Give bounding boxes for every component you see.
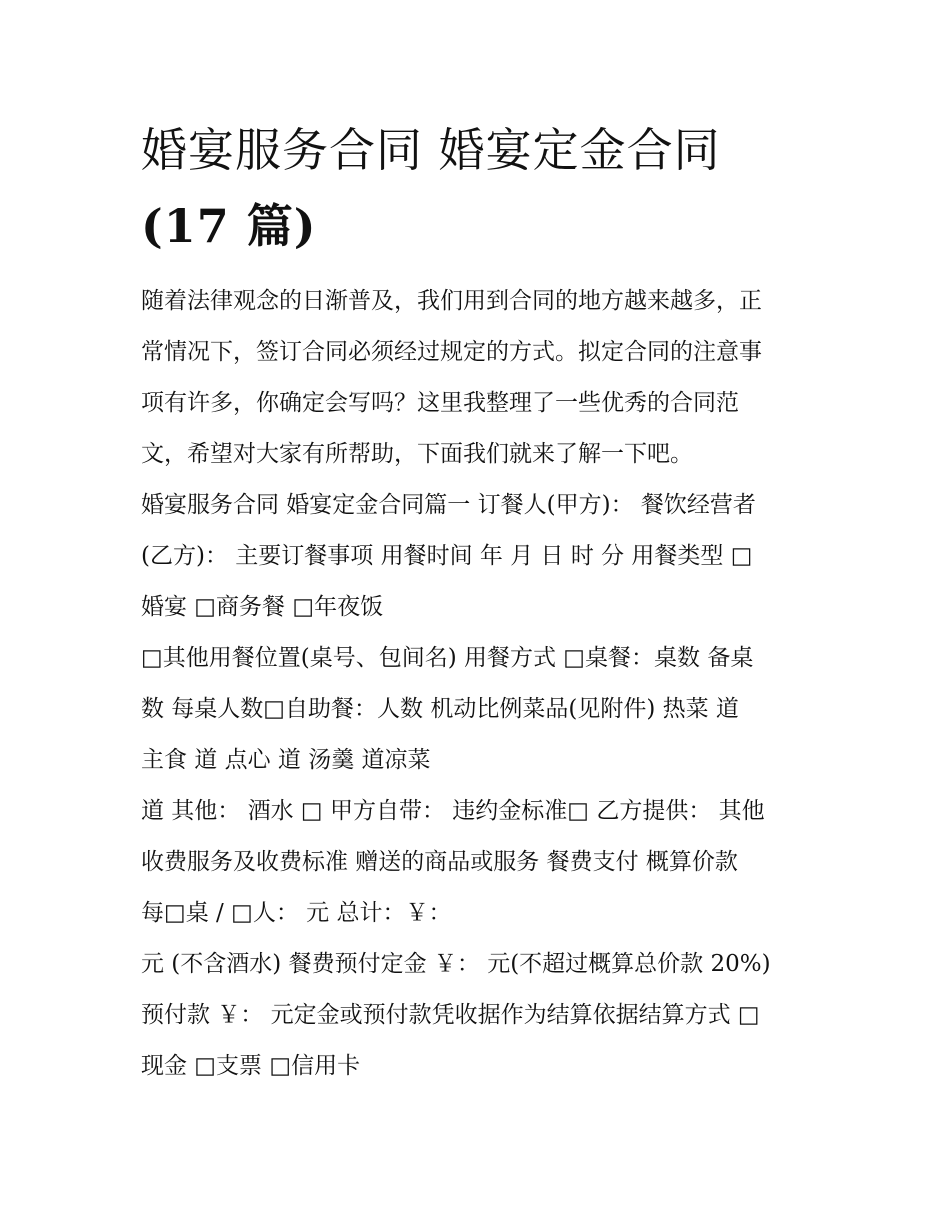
body-line: 道 其他： 酒水 □ 甲方自带： 违约金标准□ 乙方提供： 其他 <box>141 798 765 824</box>
body-line: 文，希望对大家有所帮助，下面我们就来了解一下吧。 <box>141 441 693 467</box>
document-body <box>141 276 821 1092</box>
body-line: 主食 道 点心 道 汤羹 道凉菜 <box>141 747 431 773</box>
body-line: 常情况下，签订合同必须经过规定的方式。拟定合同的注意事 <box>141 339 762 365</box>
body-line: □其他用餐位置(桌号、包间名) 用餐方式 □桌餐：桌数 备桌 <box>141 645 754 671</box>
body-line: 现金 □支票 □信用卡 <box>141 1053 361 1079</box>
body-line: 收费服务及收费标准 赠送的商品或服务 餐费支付 概算价款 <box>141 849 738 875</box>
title-line-count: (17 篇) <box>141 199 317 253</box>
body-line: 预付款 ￥： 元定金或预付款凭收据作为结算依据结算方式 □ <box>141 1002 760 1028</box>
body-line: 婚宴 □商务餐 □年夜饭 <box>141 594 384 620</box>
body-line: 每□桌 / □人： 元 总计：￥： <box>141 900 452 926</box>
body-line: (乙方)： 主要订餐事项 用餐时间 年 月 日 时 分 用餐类型 □ <box>141 543 753 569</box>
body-line: 数 每桌人数□自助餐：人数 机动比例菜品(见附件) 热菜 道 <box>141 696 739 722</box>
document-title <box>141 112 821 264</box>
body-line: 婚宴服务合同 婚宴定金合同篇一 订餐人(甲方)： 餐饮经营者 <box>141 492 756 518</box>
body-line: 项有许多，你确定会写吗？这里我整理了一些优秀的合同范 <box>141 390 739 416</box>
title-line: 婚宴服务合同 婚宴定金合同 <box>141 123 721 177</box>
body-line: 元 (不含酒水) 餐费预付定金 ￥： 元(不超过概算总价款 20%) <box>141 951 771 977</box>
body-line: 随着法律观念的日渐普及，我们用到合同的地方越来越多，正 <box>141 288 762 314</box>
